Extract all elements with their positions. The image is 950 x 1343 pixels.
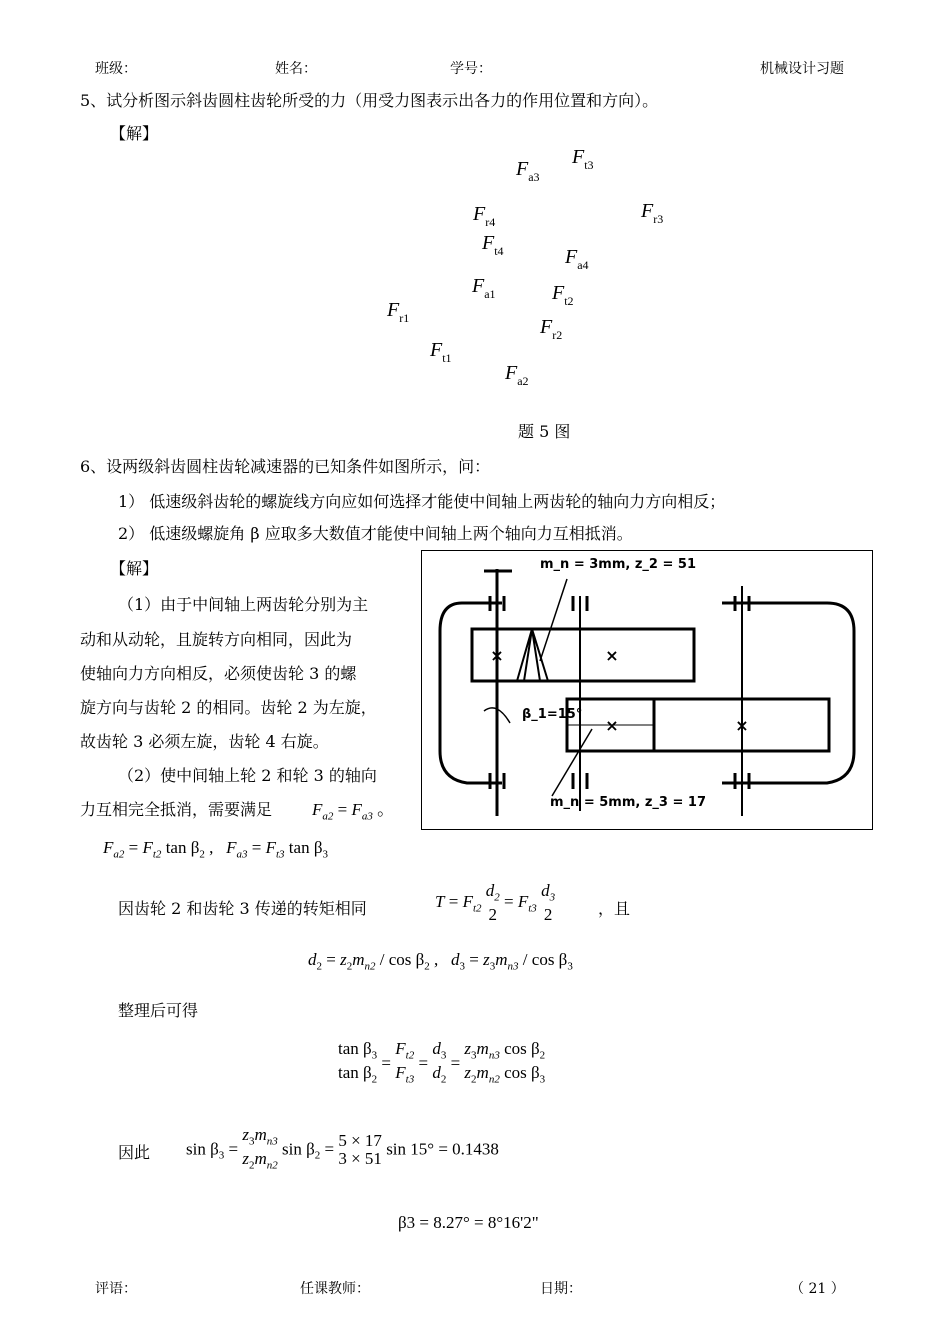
force-label-a2: $F_{a2}$ (505, 362, 529, 388)
beta-result: β3 = 8.27° = 8°16'2" (398, 1213, 539, 1232)
gear-reducer-drawing (422, 551, 872, 829)
gear-4-mark: × (735, 716, 749, 735)
simplify-text: 整理后可得 (118, 1001, 199, 1020)
force-label-t4: $F_{t4}$ (482, 232, 504, 258)
solution-line: 旋方向与齿轮 2 的相同。齿轮 2 为左旋， (80, 698, 377, 717)
student-id-label: 学号： (450, 61, 492, 77)
q6-answer-label: 【解】 (110, 559, 159, 578)
condition-equation: $F_{a2} = F_{a3}$ 。 (312, 800, 395, 823)
teacher-label: 任课教师： (300, 1281, 370, 1297)
q5-answer-label: 【解】 (110, 124, 159, 143)
gear-1-mark: × (490, 646, 504, 665)
therefore-text: 因此 (118, 1143, 151, 1162)
axial-force-equations: $F_{a2} = F_{t2}$ $\tan \beta_2$ , $F_{a3} = F_{t3}$ $\tan \beta_3$ (103, 838, 328, 861)
solution-line: （2）使中间轴上轮 2 和轮 3 的轴向 (118, 766, 377, 785)
figure-bottom-label: m_n = 5mm, z_3 = 17 (550, 795, 706, 810)
force-label-t3: $F_{t3}$ (572, 146, 594, 172)
force-label-r1: $F_{r1}$ (387, 299, 410, 325)
torque-text: 因齿轮 2 和齿轮 3 传递的转矩相同 (118, 899, 367, 918)
force-label-t1: $F_{t1}$ (430, 339, 452, 365)
solution-line: 故齿轮 3 必须左旋，齿轮 4 右旋。 (80, 732, 329, 751)
q6-item-2: 2） 低速级螺旋角 β 应取多大数值才能使中间轴上两个轴向力互相抵消。 (118, 524, 633, 543)
gear-reducer-figure (421, 550, 873, 830)
figure-beta-label: β_1=15° (522, 707, 583, 722)
course-title: 机械设计习题 (760, 61, 844, 77)
force-label-t2: $F_{t2}$ (552, 282, 574, 308)
q5-text: 5、试分析图示斜齿圆柱齿轮所受的力（用受力图表示出各力的作用位置和方向）。 (80, 91, 659, 110)
force-label-r3: $F_{r3}$ (641, 200, 664, 226)
name-label: 姓名： (275, 61, 317, 77)
force-label-r2: $F_{r2}$ (540, 316, 563, 342)
solution-line: （1）由于中间轴上两齿轮分别为主 (118, 595, 369, 614)
page-number: （ 21 ） (790, 1281, 845, 1297)
sine-equation: $\sin \beta_3$ = $z_3m_{n3}$ $z_2m_{n2}$ $\sin \beta_2$ = 5 × 17 3 × 51 sin 15° = 0.1438 (186, 1125, 499, 1172)
date-label: 日期： (540, 1281, 582, 1297)
force-label-a1: $F_{a1}$ (472, 275, 496, 301)
solution-line: 使轴向力方向相反，必须使齿轮 3 的螺 (80, 664, 357, 683)
sine-result: sin 15° = 0.1438 (386, 1139, 499, 1159)
and-text: ，且 (598, 899, 631, 918)
force-label-r4: $F_{r4}$ (473, 203, 496, 229)
class-label: 班级： (95, 61, 137, 77)
solution-line: 动和从动轮，且旋转方向相同，因此为 (80, 630, 353, 649)
q6-text: 6、设两级斜齿圆柱齿轮减速器的已知条件如图所示，问： (80, 457, 491, 476)
comment-label: 评语： (95, 1281, 137, 1297)
solution-line: 力互相完全抵消，需要满足 (80, 800, 273, 819)
figure-top-label: m_n = 3mm, z_2 = 51 (540, 557, 696, 572)
gear-2-mark: × (605, 646, 619, 665)
gear-3-mark: × (605, 716, 619, 735)
q6-item-1: 1） 低速级斜齿轮的螺旋线方向应如何选择才能使中间轴上两齿轮的轴向力方向相反； (118, 492, 726, 511)
q5-caption: 题 5 图 (518, 422, 571, 441)
torque-equation: $T = F_{t2}$ $d_2$ 2 = $F_{t3}$ $d_3$ 2 (435, 881, 556, 925)
ratio-equation: $\tan \beta_3$ $\tan \beta_2$ = $F_{t2}$ $F_{t3}$ = $d_3$ $d_2$ = $z_3m_{n3}$ $\cos \beta_2$ $z_2m_{n2}$ $\cos \beta_3$ (338, 1039, 546, 1086)
diameter-equations: $d_2 = z_2m_{n2} / \cos \beta_2$ , $d_3 = z_3m_{n3} / \cos \beta_3$ (308, 950, 573, 973)
force-label-a3: $F_{a3}$ (516, 158, 540, 184)
force-label-a4: $F_{a4}$ (565, 246, 589, 272)
